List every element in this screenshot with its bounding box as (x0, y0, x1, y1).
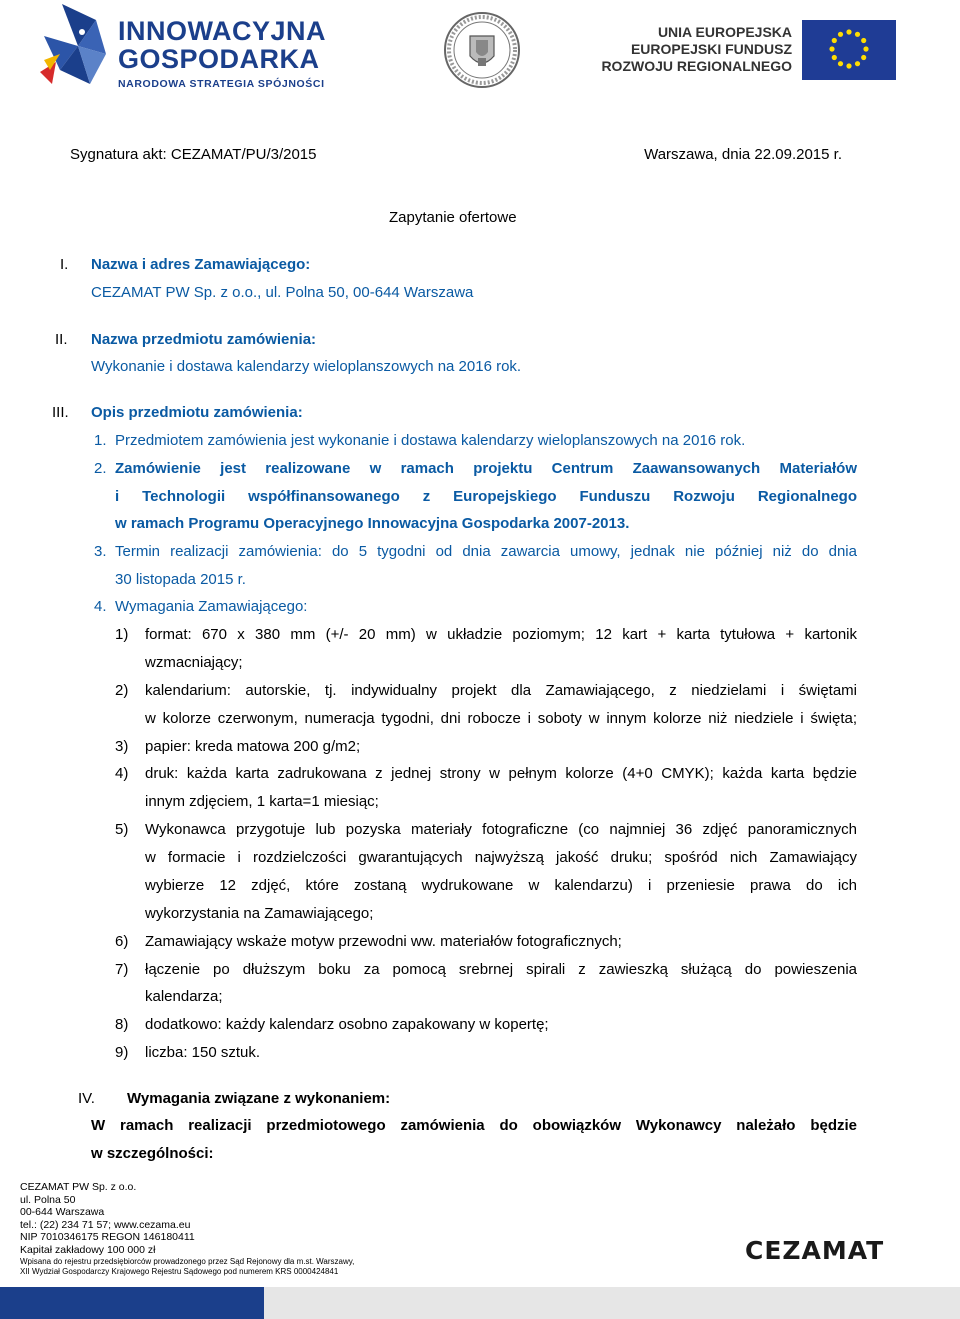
req-4-line-2: innym zdjęciem, 1 karta=1 miesiąc; (145, 793, 379, 810)
section-4-heading: Wymagania związane z wykonaniem: (127, 1090, 391, 1107)
req-8-line-1: dodatkowo: każdy kalendarz osobno zapakowany w kopertę; (145, 1016, 549, 1033)
eu-logo-line2: EUROPEJSKI FUNDUSZ (630, 41, 792, 57)
req-1-line-1: format: 670 x 380 mm (+/- 20 mm) w układzie poziomym; 12 kart + karta tytułowa + kartonik (145, 626, 857, 643)
section-4-line-1: W ramach realizacji przedmiotowego zamówienia do obowiązków Wykonawcy należało będzie (91, 1117, 857, 1134)
ig-logo-line2: GOSPODARKA (118, 44, 320, 74)
cezamat-logo-text: CEZAMAT (745, 1236, 885, 1265)
section-2-heading: Nazwa przedmiotu zamówienia: (91, 331, 317, 348)
eu-logo-line3: ROZWOJU REGIONALNEGO (601, 58, 792, 74)
innowacyjna-gospodarka-logo (38, 2, 338, 102)
req-3-line-1: papier: kreda matowa 200 g/m2; (145, 738, 361, 755)
section-4-number: IV. (78, 1090, 95, 1107)
item-2-line-1: Zamówienie jest realizowane w ramach projektu Centrum Zaawansowanych Materiałów (115, 460, 857, 477)
req-7-line-2: kalendarza; (145, 988, 223, 1005)
footer-capital: Kapitał zakładowy 100 000 zł (20, 1243, 156, 1256)
req-4-number: 4) (115, 765, 129, 782)
footer-contact: tel.: (22) 234 71 57; www.cezama.eu (20, 1218, 191, 1231)
cezamat-logo (745, 1236, 885, 1270)
item-1-number: 1. (94, 432, 107, 449)
req-2-line-1: kalendarium: autorskie, tj. indywidualny projekt dla Zamawiającego, z niedzielami i świętami (145, 682, 857, 699)
section-3-heading: Opis przedmiotu zamówienia: (91, 404, 303, 421)
footer-address (20, 1181, 354, 1277)
university-seal-icon (442, 10, 522, 90)
req-7-line-1: łączenie po dłuższym boku za pomocą srebrnej spirali z zawieszką służącą do powieszenia (145, 961, 857, 978)
section-1-number: I. (60, 256, 69, 273)
req-2-line-2: w kolorze czerwonym, numeracja tygodni, dni robocze i soboty w innym kolorze niż niedziele i święta; (145, 710, 857, 727)
req-5-number: 5) (115, 821, 129, 838)
req-1-number: 1) (115, 626, 129, 643)
eu-logo-line1: UNIA EUROPEJSKA (657, 24, 792, 40)
req-2-number: 2) (115, 682, 129, 699)
req-6-line-1: Zamawiający wskaże motyw przewodni ww. materiałów fotograficznych; (145, 933, 622, 950)
req-9-line-1: liczba: 150 sztuk. (145, 1044, 261, 1061)
item-1-text: Przedmiotem zamówienia jest wykonanie i dostawa kalendarzy wieloplanszowych na 2016 rok. (115, 432, 746, 449)
item-3-line-2: 30 listopada 2015 r. (115, 571, 246, 588)
ig-logo-line1: INNOWACYJNA (118, 16, 327, 46)
footer-nip-regon: NIP 7010346175 REGON 146180411 (20, 1231, 195, 1243)
section-1-body: CEZAMAT PW Sp. z o.o., ul. Polna 50, 00-644 Warszawa (91, 284, 474, 301)
footer-street: ul. Polna 50 (20, 1193, 76, 1206)
req-4-line-1: druk: każda karta zadrukowana z jednej strony w pełnym kolorze (4+0 CMYK); każda karta będzie (145, 765, 857, 782)
footer-city: 00-644 Warszawa (20, 1206, 105, 1218)
section-4-line-2: w szczególności: (91, 1145, 214, 1162)
signature-ref: Sygnatura akt: CEZAMAT/PU/3/2015 (70, 146, 317, 163)
item-4-text: Wymagania Zamawiającego: (115, 598, 308, 615)
footer-bar (0, 1287, 960, 1319)
footer-bar-accent (0, 1287, 264, 1319)
item-2-line-3: w ramach Programu Operacyjnego Innowacyjna Gospodarka 2007-2013. (115, 515, 630, 532)
eu-flag-icon (802, 20, 896, 80)
footer-registry-2: XII Wydział Gospodarczy Krajowego Rejestru Sądowego pod numerem KRS 0000424841 (20, 1267, 339, 1276)
item-3-number: 3. (94, 543, 107, 560)
eu-logo (601, 20, 920, 90)
document-title: Zapytanie ofertowe (389, 209, 517, 226)
ig-emblem-icon (38, 2, 108, 86)
req-7-number: 7) (115, 961, 129, 978)
req-8-number: 8) (115, 1016, 129, 1033)
req-3-number: 3) (115, 738, 129, 755)
section-2-number: II. (55, 331, 68, 348)
req-1-line-2: wzmacniający; (145, 654, 243, 671)
footer-company: CEZAMAT PW Sp. z o.o. (20, 1181, 137, 1193)
section-3-number: III. (52, 404, 69, 421)
req-5-line-3: wybierze 12 zdjęć, które zostaną wydrukowane w kalendarzu) i przeniesie prawa do ich (145, 877, 857, 894)
item-4-number: 4. (94, 598, 107, 615)
footer-registry-1: Wpisana do rejestru przedsiębiorców prowadzonego przez Sąd Rejonowy dla m.st. Warszawy, (20, 1257, 355, 1266)
item-2-number: 2. (94, 460, 107, 477)
req-5-line-4: wykorzystania na Zamawiającego; (145, 905, 374, 922)
date-line: Warszawa, dnia 22.09.2015 r. (644, 146, 842, 163)
item-2-line-2: i Technologii współfinansowanego z Europejskiego Funduszu Rozwoju Regionalnego (115, 488, 857, 505)
req-5-line-1: Wykonawca przygotuje lub pozyska materiały fotograficzne (co najmniej 36 zdjęć panoramicznych (145, 821, 857, 838)
req-6-number: 6) (115, 933, 129, 950)
req-9-number: 9) (115, 1044, 129, 1061)
req-5-line-2: w formacie i rozdzielczości gwarantujących najwyższą jakość druku; spośród nich Zamawiający (145, 849, 857, 866)
item-3-line-1: Termin realizacji zamówienia: do 5 tygodni od dnia zawarcia umowy, jednak nie później niż do dnia (115, 543, 857, 560)
section-2-body: Wykonanie i dostawa kalendarzy wieloplanszowych na 2016 rok. (91, 358, 522, 375)
section-1-heading: Nazwa i adres Zamawiającego: (91, 256, 311, 273)
ig-logo-line3: NARODOWA STRATEGIA SPÓJNOŚCI (118, 78, 325, 90)
